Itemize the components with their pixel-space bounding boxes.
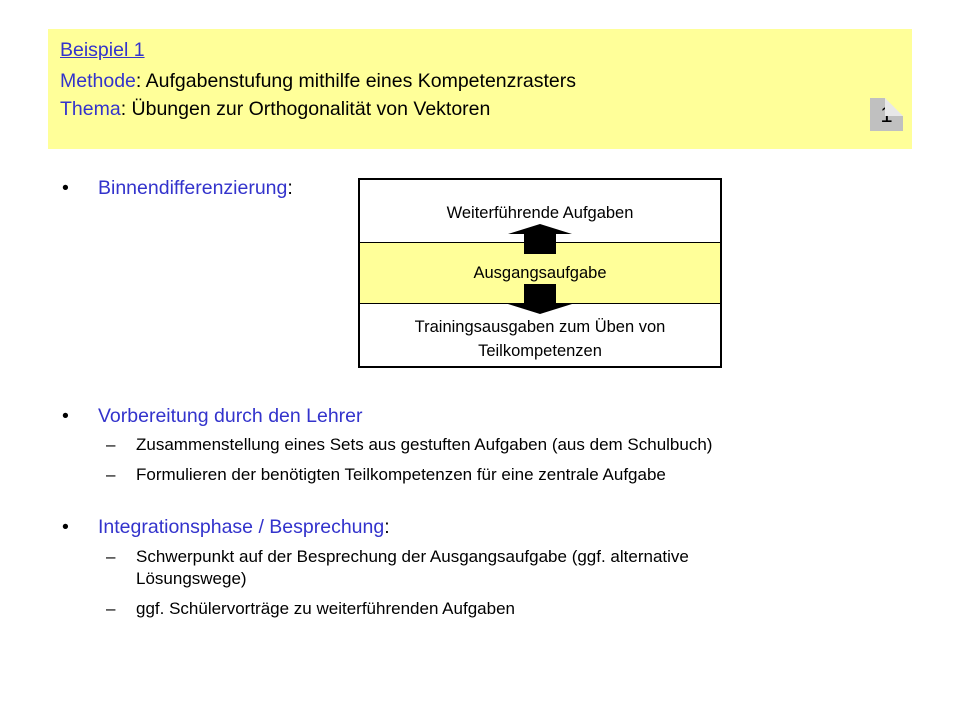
method-line <box>60 69 576 93</box>
slide-number-badge <box>870 98 903 131</box>
method-label: Methode <box>60 70 136 92</box>
arrow-down-icon <box>504 284 576 314</box>
dash-icon: – <box>106 465 116 484</box>
slide-number: 1 <box>880 102 893 127</box>
arrow-up-icon <box>504 224 576 254</box>
bullet-suffix: : <box>287 177 293 199</box>
sub-item-text: Formulieren der benötigten Teilkompetenzen für eine zentrale Aufgabe <box>136 465 666 484</box>
bullet-icon: • <box>62 405 69 427</box>
sub-item-text: Lösungswege) <box>136 569 247 588</box>
diagram-middle-label: Ausgangsaufgabe <box>473 264 607 282</box>
diagram-bottom-label-2: Teilkompetenzen <box>478 342 602 360</box>
competency-diagram <box>358 178 722 368</box>
topic-line <box>60 97 490 121</box>
bullet-text <box>98 515 390 539</box>
bullet-icon: • <box>62 177 69 199</box>
sub-item-text: Schwerpunkt auf der Besprechung der Ausgangsaufgabe (ggf. alternative <box>136 547 689 566</box>
sub-item-text: Zusammenstellung eines Sets aus gestuften Aufgaben (aus dem Schulbuch) <box>136 435 713 454</box>
bullet-icon: • <box>62 516 69 538</box>
example-title <box>60 38 145 62</box>
bullet-label: Vorbereitung durch den Lehrer <box>98 405 363 427</box>
dash-icon: – <box>106 435 116 454</box>
title-banner <box>48 29 912 149</box>
method-text: : Aufgabenstufung mithilfe eines Kompetenzrasters <box>135 70 576 92</box>
topic-text: : Übungen zur Orthogonalität von Vektoren <box>120 98 491 120</box>
page-fold-icon <box>885 98 903 116</box>
example-title-text: Beispiel 1 <box>60 39 145 61</box>
bullet-suffix: : <box>384 516 390 538</box>
dash-icon: – <box>106 547 116 566</box>
topic-label: Thema <box>60 98 121 120</box>
dash-icon: – <box>106 599 116 618</box>
sub-item-text: ggf. Schülervorträge zu weiterführenden Aufgaben <box>136 599 515 618</box>
bullet-label: Integrationsphase / Besprechung <box>98 516 385 538</box>
diagram-top-label: Weiterführende Aufgaben <box>446 204 634 222</box>
bullet-text <box>98 176 293 200</box>
bullet-label: Binnendifferenzierung <box>98 177 288 199</box>
diagram-bottom-label-1: Trainingsausgaben zum Üben von <box>414 318 666 336</box>
